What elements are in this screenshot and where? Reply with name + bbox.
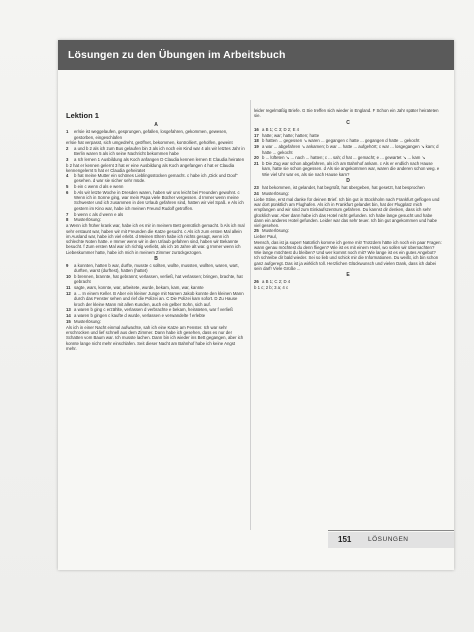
- exercise-answer: [254, 133, 442, 138]
- answer-text: a Wenn ich früher krank war, habe ich es mir in meinem Bett gemütlich gemacht. b Als ich mal sehr erstaunt war, haben wir mit Freunden die Katze gesucht. c Als ich zum ersten Mal allein im Ausland war, habe ich viel erlebt. d Meinen Eltern habe ich nichts gesagt, wenn ich schlechte Noten hatte. e Immer wenn wir in den Urlaub gefahren sind, haben wir Bekannte besucht. f Zum ersten Mal war ich richtig verliebt, als ich 16 Jahre alt war. g Immer wenn ich Liebeskummer hatte, habe ich mich in meinem Zimmer zurückgezogen.: [66, 223, 245, 255]
- exercise-text: b ein c wenn d als e wenn: [74, 184, 124, 190]
- exercise-answer: [254, 161, 442, 177]
- exercise-answer: [66, 173, 246, 184]
- exercise-text: a war ... abgefahren ↘ ankamen; b war ... hatte ... aufgehört; c war ... losgegangen ↘ kam; d hatte ... gekocht: [262, 144, 439, 155]
- exercise-answer: [66, 129, 246, 140]
- exercise-text: hatte; war; hatte; hatten; hatte: [262, 132, 320, 138]
- exercise-text: Musterlösung:: [262, 191, 289, 197]
- exercise-number: 21: [254, 161, 259, 167]
- header-bar: [58, 40, 454, 70]
- exercise-number: 23: [254, 185, 259, 191]
- right-column: [254, 108, 442, 290]
- exercise-text: hat bekommen, ist gelandet, hat begrüßt, hat übergeben, hat gesetzt, hat besprochen: [262, 185, 425, 191]
- footer-label: LÖSUNGEN: [368, 536, 409, 543]
- page-number: 151: [338, 535, 352, 544]
- exercise-answer: [254, 138, 442, 143]
- left-column: [66, 112, 246, 351]
- exercise-text: Musterlösung:: [74, 319, 101, 325]
- exercise-number: 5: [66, 184, 69, 190]
- exercise-text: a und b 2 als ich zum Bus gelaufen bin 3 als ich noch ein Kind war 4 als wir letztes Jahr in Berlin waren 5 als ich seine Nachricht bekommen habe: [74, 145, 245, 156]
- exercise-number: 13: [66, 307, 71, 313]
- exercise-answer: [66, 184, 246, 189]
- exercise-text: er/sie ist weggelaufen, gesprungen, gefallen, losgefahren, gekommen, gewesen, gestorben, eingeschlafen: [74, 129, 228, 140]
- exercise-answer: [254, 127, 442, 132]
- exercise-text: a waren b gingen c kaufte d wurde, verlassen e verwandelte f erlebte: [74, 313, 206, 319]
- exercise-number: 9: [66, 263, 69, 268]
- exercise-text: a B 1; C 3; D 2; E 4: [262, 126, 300, 132]
- exercise-answer: [66, 217, 246, 222]
- exercise-text: b ... lüfteten ↘ ... nach ... hatten; c ... sah; d hat ... gemacht; e ... gewartet ↘ ... kam ↘: [262, 155, 426, 161]
- exercise-answer: [254, 191, 442, 196]
- answer-text: er/sie hat verpasst, sich umgedreht, geöffnet, bekommen, kontrolliert, geholfen, geweint: [66, 140, 233, 146]
- lesson-title: Lektion 1: [66, 111, 99, 120]
- exercise-answer: [254, 185, 442, 190]
- exercise-number: 19: [254, 144, 259, 150]
- page-footer: [328, 532, 454, 548]
- exercise-text: b Als wir letzte Woche in Dresden waren, haben wir uns leicht bei Freunden gewohnt. c Wenn ich in Sonne ging, war mein Papa viele Bücher vergessen. d Immer wenn meine Schwester und ich zusammen in den Urlaub gefahren sind, hatten wir viel Spaß. e Als ich gestern im Kino war, habe ich meinen Freund Rudolf getroffen.: [74, 189, 244, 211]
- exercise-text: b hat meine Mutter ein schönes Lieblingsstücken gemacht. c habe ich „Dick und Doof“ gesehen. d war sie sicher sehr müde.: [74, 173, 238, 184]
- exercise-text: b wenn c als d wenn e als: [74, 211, 124, 217]
- exercise-number: 25: [254, 228, 259, 234]
- exercise-answer: [66, 157, 246, 162]
- exercise-text: b brennen, brannte, hat gebrannt; verlassen, verließ, hat verlassen; bringen, brachte, hat gebracht: [74, 274, 243, 285]
- answer-text: b 2 hat er kennen gelernt 3 hat er eine Ausbildung als Koch angefangen 4 hat er Claudia kennengelernt 5 hat er Claudia geheiratet: [66, 162, 235, 173]
- exercise-number: 17: [254, 132, 259, 138]
- answer-text: Liebe Stine, erst mal danke für deinen Brief. Ich bin gut in Stockholm nach Frankfurt geflogen und war dort pünktlich am Flughafen. Als ich in Frankfurt gelandet bin, hat der Flugplatz mich empfangen und wir sind zum Einkaufszentrum gefahren. Du kannst dir denken, dass ich sehr glücklich war. Aber dann habe ich das Hotel nicht gefunden. Ich habe lange gesucht und habe dann ein anderes Hotel gefunden. Leider war das sehr teuer. Ich bin gut angekommen und habe viel gesehen.: [254, 196, 440, 229]
- exercise-answer: [254, 144, 442, 155]
- column-divider: [250, 100, 251, 530]
- answer-text: Lieber Paul,: [254, 234, 277, 240]
- page-title: Lösungen zu den Übungen im Arbeitsbuch: [68, 49, 286, 61]
- exercise-answer: [66, 263, 246, 274]
- answer-text: Mensch, das ist ja super! Natürlich komme ich gerne mit! Trotzdem hätte ich noch ein paar Fragen: wann genau möchtest du denn fliegen? Wie ist es mit einem Hotel, wo sollen wir übernachten? Wie lange möchtest du bleiben? Und wer kommt noch mit? Wie lange ist es ein gutes Angebot? Ich schreibe dir bald wieder. Sei so lieb und schick mir die Informationen. Du weißt, ich bin schon ganz aufgeregt. Das ist ja wirklich toll. Herzlichen Glückwunsch und vielen Dank, dass ich dabei sein darf! Viele Grüße ...: [254, 239, 442, 271]
- exercise-number: 16: [254, 126, 259, 132]
- exercise-number: 18: [254, 138, 259, 144]
- exercise-answer: [254, 155, 442, 160]
- exercise-text: sagte, wars, konnte, war, arbeitete, wurde, bekam, kam, war, kannte: [74, 285, 204, 291]
- exercise-answer: [66, 319, 246, 324]
- exercise-text: b hatten ... gegessen ↘ waren ... gegangen c hatte ... gegangen d hatte ... gekocht: [262, 138, 420, 144]
- exercise-number: 3: [66, 156, 69, 162]
- exercise-answer: [66, 313, 246, 318]
- section-heading: C: [346, 119, 350, 126]
- exercise-answer: [66, 212, 246, 217]
- exercise-answer: [66, 274, 246, 285]
- answer-text: b 1 c; 2 b; 3 a; 4 c: [254, 285, 289, 291]
- section-heading: E: [346, 272, 350, 278]
- answer-text: leider regelmäßig Briefe. G Sie treffen sich wieder in England. F Schon ein Jahr später heirateten sie.: [254, 108, 439, 119]
- exercise-number: 8: [66, 217, 69, 223]
- section-heading: A: [154, 122, 158, 128]
- exercise-number: 15: [66, 319, 71, 325]
- exercise-number: 6: [66, 189, 69, 195]
- answer-text: Als ich in einer Nacht einmal aufwachte, sah ich eine Katze am Fenster. Ich war sehr erschrocken und lief schnell aus dem Zimmer. Dann habe ich gesehen, dass es nur der Schatten vom Baum war. Ich musste lachen. Dann bin ich wieder ins Bett gegangen, aber ich konnte lange nicht mehr einschlafen. Seit dieser Nacht am Bahnhof habe ich keine Angst mehr.: [66, 324, 244, 351]
- exercise-number: 14: [66, 313, 71, 319]
- exercise-number: 7: [66, 211, 69, 217]
- exercise-answer: [66, 285, 246, 290]
- exercise-number: 20: [254, 155, 259, 161]
- book-page: [58, 40, 454, 570]
- exercise-answer: [254, 279, 442, 284]
- section-heading: D: [346, 177, 350, 184]
- exercise-number: 4: [66, 173, 69, 179]
- exercise-answer: [66, 146, 246, 157]
- exercise-number: 12: [66, 291, 71, 297]
- section-heading: B: [154, 255, 158, 262]
- exercise-text: Musterlösung:: [262, 228, 289, 234]
- exercise-number: 24: [254, 191, 259, 197]
- exercise-text: Musterlösung:: [74, 217, 101, 223]
- exercise-number: 2: [66, 145, 69, 151]
- exercise-number: 1: [66, 129, 69, 135]
- exercise-text: a B 1; C 2; D 4: [262, 279, 291, 285]
- exercise-answer: [66, 307, 246, 312]
- exercise-text: b Die Zug war schon abgefahren, als ich am Bahnhof ankam. c Als er endlich nach Hause kam, hatte sie schon gegessen. d Als sie angekommen war, waren die anderen schon weg. e Wie viel Uhr war es, als sie nach Hause kam?: [262, 161, 440, 177]
- exercise-number: 10: [66, 274, 71, 280]
- exercise-text: a waren b ging c erzählte, verlassen d verbrachte e bekam, heirateten, war f verließ: [74, 307, 233, 313]
- exercise-answer: [66, 291, 246, 307]
- exercise-answer: [254, 228, 442, 233]
- exercise-number: 26: [254, 279, 259, 285]
- exercise-number: 11: [66, 285, 71, 291]
- exercise-text: a ... In einem Keller. B Aber ein kleiner Junge mit Namen Jakob konnte den kleinen Mann durch das Fenster sehen und rief die Polizei an. C Die Polizei kam sofort. D Zu Hause kroch der kleine Mann mit allen Kunden, auch ein gelber Sohn, sich auf.: [74, 291, 244, 307]
- exercise-text: a konnten, hatten b war, durfte, musste c sollten, wollte, mussten, wollten, waren, wart, durften, warst (durftest), hatten (hattet): [74, 263, 239, 274]
- exercise-answer: [66, 190, 246, 211]
- exercise-text: a Ich lernen 1 Ausbildung als Koch anfangen D Claudia kennen lernen E Claudia heiraten: [74, 156, 245, 162]
- footer-rule: [328, 530, 454, 531]
